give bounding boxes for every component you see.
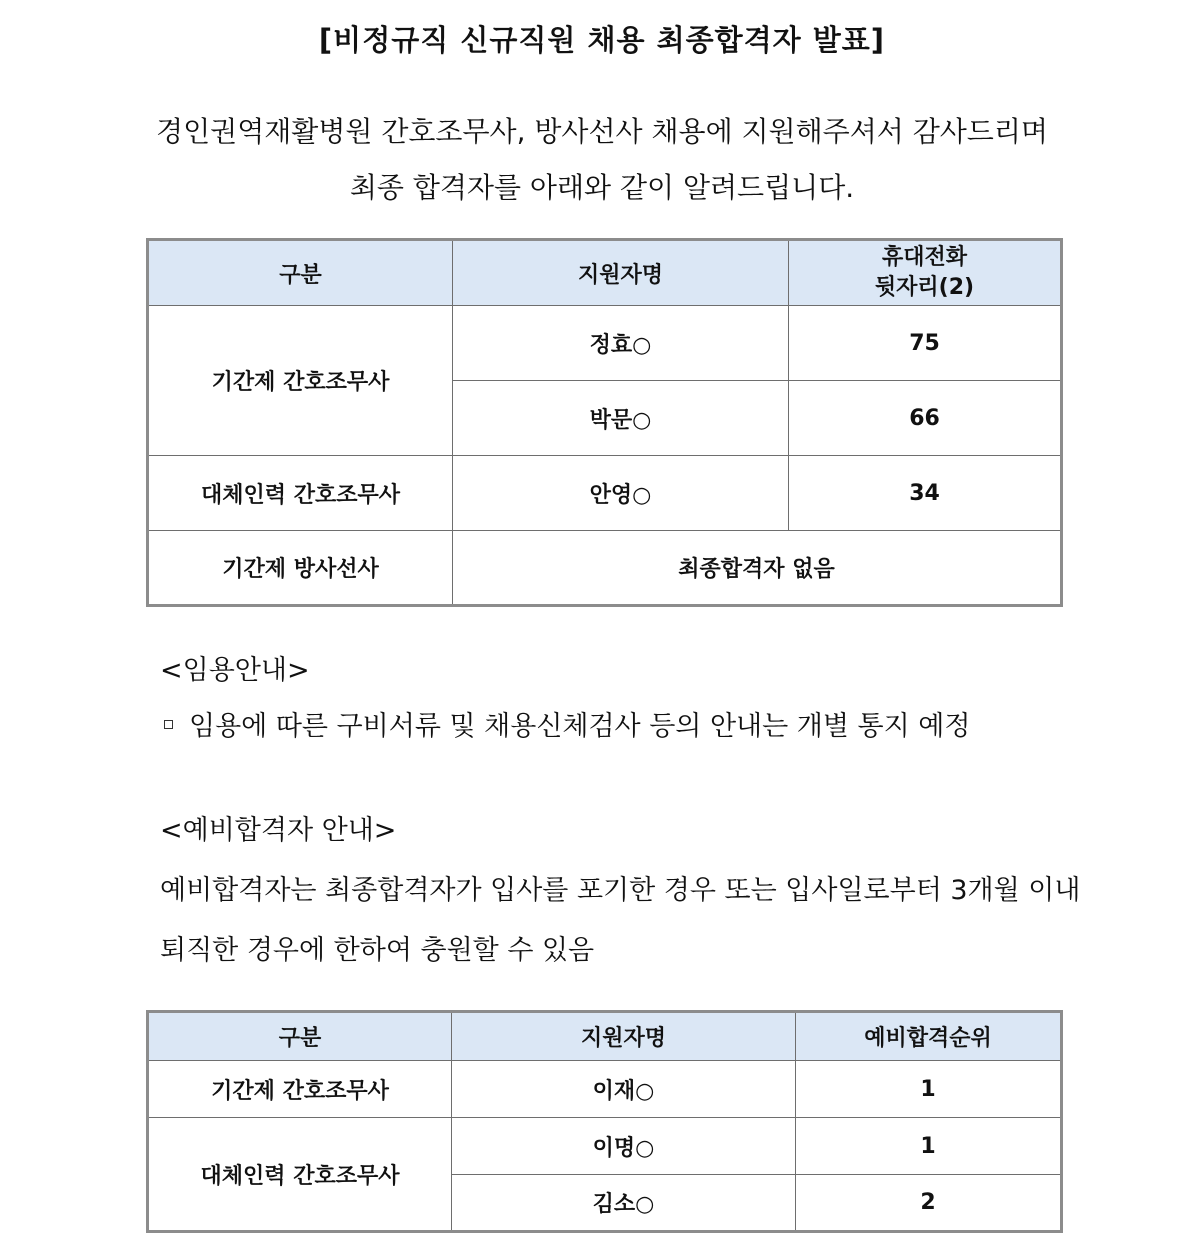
rank-cell: 1 <box>796 1118 1062 1175</box>
appointment-bullet-text: 임용에 따른 구비서류 및 채용신체검사 등의 안내는 개별 통지 예정 <box>189 711 971 742</box>
header-phone-line-1: 휴대전화 <box>881 245 967 270</box>
applicant-cell: 이재○ <box>452 1061 796 1118</box>
phone-cell: 66 <box>789 381 1062 456</box>
applicant-cell: 이명○ <box>452 1118 796 1175</box>
header-rank: 예비합격순위 <box>796 1012 1062 1061</box>
applicant-cell: 김소○ <box>452 1175 796 1232</box>
category-cell: 대체인력 간호조무사 <box>148 456 453 531</box>
table-row <box>148 456 1062 531</box>
reserve-heading: <예비합격자 안내> <box>160 815 397 846</box>
header-category: 구분 <box>148 240 453 306</box>
page-title: [비정규직 신규직원 채용 최종합격자 발표] <box>318 23 886 57</box>
phone-cell: 75 <box>789 306 1062 381</box>
category-cell: 기간제 방사선사 <box>148 531 453 606</box>
reserve-results-table <box>146 1010 1063 1233</box>
phone-cell: 34 <box>789 456 1062 531</box>
table-header-row <box>148 240 1062 306</box>
table-header-row <box>148 1012 1062 1061</box>
applicant-cell: 박문○ <box>453 381 789 456</box>
header-phone <box>789 240 1062 306</box>
appointment-heading: <임용안내> <box>160 655 310 686</box>
reserve-text-line-1: 예비합격자는 최종합격자가 입사를 포기한 경우 또는 입사일로부터 3개월 이내 <box>160 875 1081 906</box>
header-applicant: 지원자명 <box>452 1012 796 1061</box>
applicant-cell: 안영○ <box>453 456 789 531</box>
intro-line-2: 최종 합격자를 아래와 같이 알려드립니다. <box>349 171 855 204</box>
table-row <box>148 1061 1062 1118</box>
rank-cell: 2 <box>796 1175 1062 1232</box>
no-result-cell: 최종합격자 없음 <box>453 531 1062 606</box>
header-applicant: 지원자명 <box>453 240 789 306</box>
header-category: 구분 <box>148 1012 452 1061</box>
rank-cell: 1 <box>796 1061 1062 1118</box>
reserve-text-line-2: 퇴직한 경우에 한하여 충원할 수 있음 <box>160 935 595 966</box>
square-bullet-icon <box>164 720 173 729</box>
category-cell: 기간제 간호조무사 <box>148 1061 452 1118</box>
table-row <box>148 306 1062 381</box>
appointment-bullet <box>160 704 970 743</box>
category-cell: 대체인력 간호조무사 <box>148 1118 452 1232</box>
category-cell: 기간제 간호조무사 <box>148 306 453 456</box>
final-results-table <box>146 238 1063 607</box>
intro-line-1: 경인권역재활병원 간호조무사, 방사선사 채용에 지원해주셔서 감사드리며 <box>156 115 1048 148</box>
header-phone-line-2: 뒷자리(2) <box>874 275 975 300</box>
table-row <box>148 531 1062 606</box>
applicant-cell: 정효○ <box>453 306 789 381</box>
table-row <box>148 1118 1062 1175</box>
